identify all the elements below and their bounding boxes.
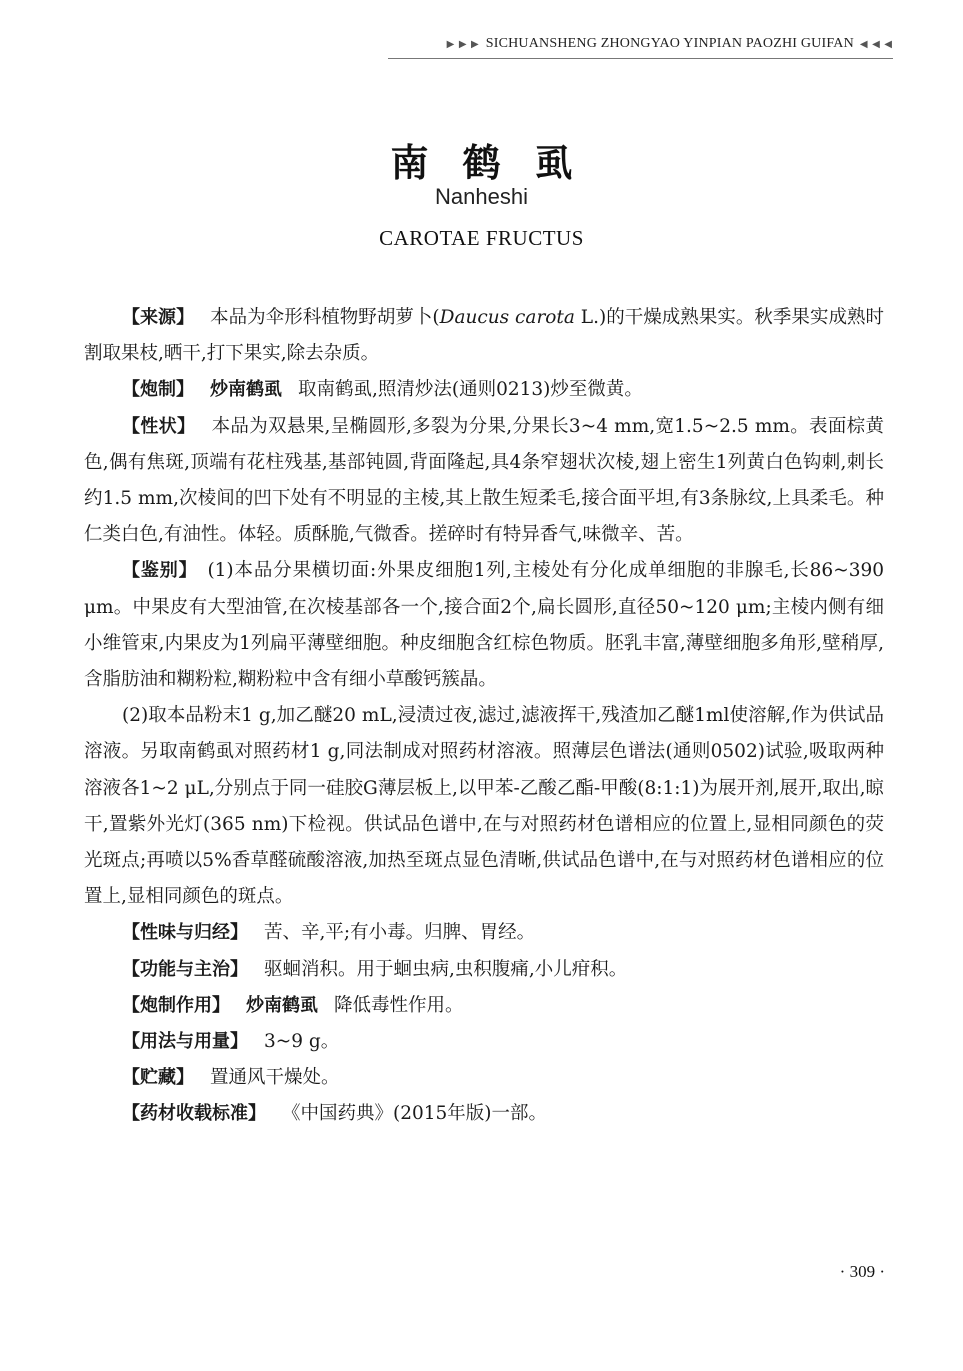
section-processing xyxy=(84,372,884,408)
title-pinyin: Nanheshi xyxy=(435,184,528,209)
section-text: 本品为双悬果,呈椭圆形,多裂为分果,分果长3~4 mm,宽1.5~2.5 mm。表面棕黄色,偶有焦斑,顶端有花柱残基,基部钝圆,背面隆起,具4条窄翅状次棱,翅上密生1列黄白色钩刺,刺长约1.5 mm,次棱间的凹下处有不明显的主棱,其上散生短柔毛,接合面平坦,有3条脉纹,上具柔毛。种仁类白色,有油性。体轻。质酥脆,气微香。搓碎时有特异香气,味微辛、苦。 xyxy=(84,415,885,546)
monograph-body xyxy=(84,300,884,1133)
section-text: 降低毒性作用。 xyxy=(334,994,464,1016)
processed-item-name: 炒南鹤虱 xyxy=(210,379,282,401)
section-text: 《中国药典》(2015年版)一部。 xyxy=(282,1103,548,1125)
section-label: 【性味与归经】 xyxy=(122,922,248,944)
section-text: 3~9 g。 xyxy=(264,1031,340,1053)
processed-item-name: 炒南鹤虱 xyxy=(246,994,318,1016)
section-text: 苦、辛,平;有小毒。归脾、胃经。 xyxy=(264,922,536,944)
section-function xyxy=(84,952,884,988)
title-latin: CAROTAE FRUCTUS xyxy=(379,226,584,250)
arrow-left-icon: ◀ ◀ ◀ xyxy=(859,38,893,50)
section-text: L.)的干燥成熟果实。秋季果实成熟时割取果枝,晒干,打下果实,除去杂质。 xyxy=(84,307,885,365)
section-source xyxy=(84,300,884,372)
section-label: 【功能与主治】 xyxy=(122,958,248,980)
section-processing-effect xyxy=(84,988,884,1024)
section-dosage xyxy=(84,1024,884,1060)
section-label: 【炮制作用】 xyxy=(122,994,230,1016)
section-identification-2 xyxy=(84,698,884,915)
section-text: 取南鹤虱,照清炒法(通则0213)炒至微黄。 xyxy=(298,379,643,401)
title-chinese: 南鹤虱 xyxy=(390,141,607,185)
section-text: 驱蛔消积。用于蛔虫病,虫积腹痛,小儿疳积。 xyxy=(264,958,628,980)
section-standard xyxy=(84,1096,884,1132)
section-text: (1)本品分果横切面:外果皮细胞1列,主棱处有分化成单细胞的非腺毛,长86~390 μm。中果皮有大型油管,在次棱基部各一个,接合面2个,扁长圆形,直径50~120 μm;主棱内侧有细小维管束,内果皮为1列扁平薄壁细胞。种皮细胞含红棕色物质。胚乳丰富,薄壁细胞多角形,壁稍厚,含脂肪油和糊粉粒,糊粉粒中含有细小草酸钙簇晶。 xyxy=(84,560,885,691)
section-text: (2)取本品粉末1 g,加乙醚20 mL,浸渍过夜,滤过,滤液挥干,残渣加乙醚1ml使溶解,作为供试品溶液。另取南鹤虱对照药材1 g,同法制成对照药材溶液。照薄层色谱法(通则0502)试验,吸取两种溶液各1~2 μL,分别点于同一硅胶G薄层板上,以甲苯-乙酸乙酯-甲酸(8:1:1)为展开剂,展开,取出,晾干,置紫外光灯(365 nm)下检视。供试品色谱中,在与对照药材色谱相应的位置上,显相同颜色的荧光斑点;再喷以5%香草醛硫酸溶液,加热至斑点显色清晰,供试品色谱中,在与对照药材色谱相应的位置上,显相同颜色的斑点。 xyxy=(84,705,884,908)
running-header xyxy=(447,33,893,55)
section-character xyxy=(84,409,884,554)
section-label: 【性状】 xyxy=(122,415,196,437)
section-storage xyxy=(84,1060,884,1096)
running-header-text: SICHUANSHENG ZHONGYAO YINPIAN PAOZHI GUIFAN xyxy=(485,36,854,51)
section-label: 【炮制】 xyxy=(122,379,194,401)
section-label: 【药材收载标准】 xyxy=(122,1103,266,1125)
section-label: 【用法与用量】 xyxy=(122,1031,248,1053)
section-text: 本品为伞形科植物野胡萝卜( xyxy=(210,307,440,328)
section-label: 【贮藏】 xyxy=(122,1067,194,1089)
section-nature xyxy=(84,915,884,951)
section-identification-1 xyxy=(84,553,884,698)
arrow-right-icon: ▶ ▶ ▶ xyxy=(446,38,480,50)
section-label: 【鉴别】 xyxy=(122,560,198,582)
header-rule xyxy=(388,58,893,59)
section-label: 【来源】 xyxy=(122,307,195,328)
species-name: Daucus carota xyxy=(439,307,575,328)
page-number: · 309 · xyxy=(839,1262,885,1281)
section-text: 置通风干燥处。 xyxy=(210,1067,340,1089)
